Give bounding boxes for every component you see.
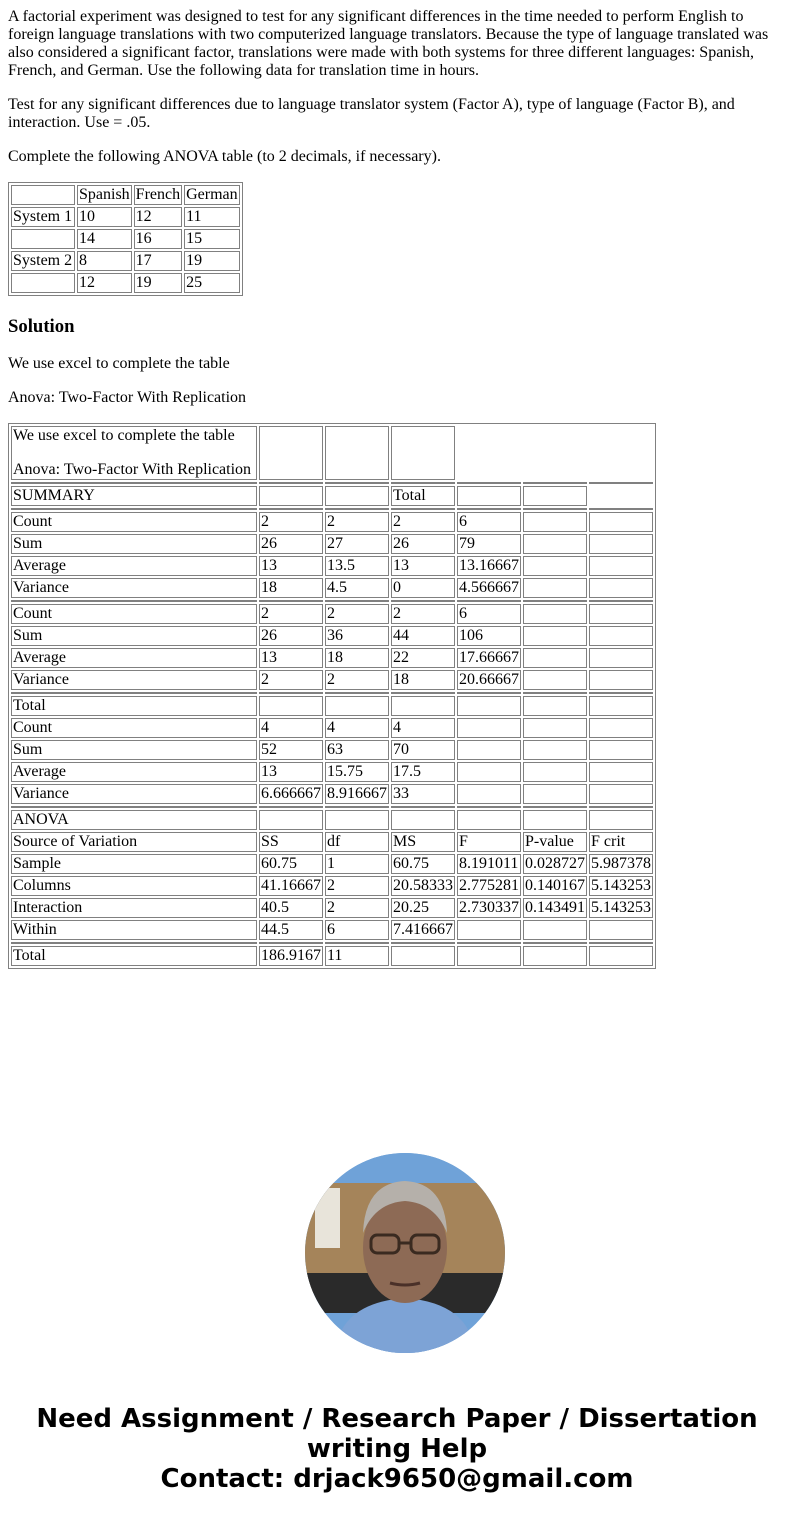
table-cell [523,810,587,830]
table-cell: 186.9167 [261,947,321,964]
promo-banner [0,1404,794,1494]
table-row [11,578,653,598]
separator-row [11,482,653,484]
table-cell: Variance [11,784,257,804]
separator-cell [523,508,587,510]
table-cell: 25 [184,273,240,293]
table-cell: 44 [391,626,455,646]
table-header-spanish: Spanish [79,186,130,203]
table-cell: 20.66667 [459,671,519,688]
table-header-row [11,185,240,205]
table-cell [523,426,587,480]
table-cell: 8.191011 [457,854,521,874]
table-cell: 10 [77,207,132,227]
table-row [11,832,653,852]
table-cell: 60.75 [391,854,455,874]
table-cell: 7.416667 [393,921,453,938]
table-cell: 14 [77,229,132,249]
separator-cell [259,942,323,944]
table-cell [325,696,389,716]
table-row [11,273,240,293]
solution-heading: Solution [8,316,75,337]
table-cell [589,718,653,738]
table-cell [391,810,455,830]
table-cell [589,920,653,940]
table-cell [523,920,587,940]
table-cell [523,784,587,804]
table-cell: Variance [11,578,257,598]
table-cell [589,740,653,760]
table-cell: 79 [457,534,521,554]
table-cell [457,920,521,940]
table-cell: 13 [259,762,323,782]
table-cell: MS [391,832,455,852]
table-cell: 44.5 [259,920,323,940]
table-cell: 11 [184,207,240,227]
table-cell [457,426,521,480]
table-cell: 5.143253 [591,877,651,894]
table-cell: Interaction [11,898,257,918]
table-cell: 1 [325,854,389,874]
table-cell: 12 [134,207,182,227]
anova-title-row [11,426,653,480]
table-row [11,920,653,940]
separator-cell [11,806,257,808]
table-cell: Sum [11,626,257,646]
table-cell [259,810,323,830]
table-cell: 22 [391,648,455,668]
separator-row [11,508,653,510]
table-header-german: German [186,186,238,203]
table-cell [457,486,521,506]
table-cell: Total [11,946,257,966]
separator-cell [457,942,521,944]
separator-cell [589,942,653,944]
table-cell: 36 [325,626,389,646]
table-cell [391,946,455,966]
table-cell: Sum [11,534,257,554]
separator-cell [589,482,653,484]
table-row [11,740,653,760]
table-cell [589,604,653,624]
separator-row [11,600,653,602]
anova-title-line-2: Anova: Two-Factor With Replication [13,461,252,478]
table-cell [457,810,521,830]
table-cell [523,670,587,690]
table-cell: 13 [259,648,323,668]
table-cell [589,784,653,804]
table-cell [523,718,587,738]
question-paragraph-2: Test for any significant differences due to language translator system (Factor A), type of language (Factor B), and interaction. Use = .05. [8,96,735,131]
separator-cell [11,600,257,602]
table-cell: 6 [457,512,521,532]
anova-table [8,423,656,969]
table-cell [523,512,587,532]
separator-cell [589,806,653,808]
table-cell: 0 [391,578,455,598]
table-cell: 41.16667 [261,877,321,894]
table-row [11,556,653,576]
table-cell: 6 [457,604,521,624]
table-row [11,626,653,646]
table-cell: 15 [184,229,240,249]
table-cell [523,648,587,668]
table-cell: 0.140167 [525,877,585,894]
table-cell [589,762,653,782]
table-cell: df [325,832,389,852]
table-cell: 70 [391,740,455,760]
table-cell: 2 [259,512,323,532]
separator-cell [523,482,587,484]
table-cell: 27 [325,534,389,554]
table-cell: 2 [391,604,455,624]
table-cell: Average [11,648,257,668]
table-cell: 13 [259,556,323,576]
table-cell: 18 [325,648,389,668]
table-cell: 33 [391,784,455,804]
separator-cell [11,692,257,694]
table-cell: SS [259,832,323,852]
table-cell: 4 [391,718,455,738]
table-cell: 63 [325,740,389,760]
table-cell: Columns [11,876,257,896]
table-cell: ANOVA [11,810,257,830]
table-cell [259,696,323,716]
question-paragraph-1: A factorial experiment was designed to test for any significant differences in the time needed to perform English to foreign language translations with two computerized language translators. Because the type of language translated was also considered a significant factor, translations were made with both systems for three different languages: Spanish, French, and German. Use the following data for translation time in hours. [8,8,769,79]
table-cell [11,273,75,293]
table-row [11,696,653,716]
table-row [11,762,653,782]
separator-cell [11,482,257,484]
table-cell: 26 [259,626,323,646]
table-cell: Source of Variation [11,832,257,852]
separator-cell [325,942,389,944]
table-cell: 17.66667 [459,649,519,666]
separator-cell [325,692,389,694]
separator-cell [259,482,323,484]
separator-cell [391,508,455,510]
separator-cell [391,692,455,694]
solution-line-1: We use excel to complete the table [8,355,230,372]
solution-line-2: Anova: Two-Factor With Replication [8,389,247,406]
separator-cell [589,600,653,602]
separator-cell [457,692,521,694]
table-cell [589,578,653,598]
separator-cell [457,508,521,510]
translation-data-table [8,182,243,296]
table-cell: 60.75 [259,854,323,874]
promo-line-2: writing Help [306,1434,488,1464]
table-cell [523,578,587,598]
table-cell: 40.5 [259,898,323,918]
table-cell [523,762,587,782]
table-cell: 2 [325,898,389,918]
table-cell: F crit [589,832,653,852]
table-cell: 0.028727 [525,855,585,872]
separator-cell [259,692,323,694]
table-cell: 2 [259,604,323,624]
separator-cell [457,600,521,602]
table-cell: Average [11,762,257,782]
table-cell: 5.143253 [591,899,651,916]
table-cell: Count [11,604,257,624]
table-cell [391,426,455,480]
table-cell [523,486,587,506]
table-cell [589,426,653,480]
table-row [11,810,653,830]
table-cell: 20.58333 [393,877,453,894]
table-row [11,534,653,554]
separator-row [11,806,653,808]
table-cell: Count [11,718,257,738]
table-cell: 2 [259,670,323,690]
table-cell: Sum [11,740,257,760]
table-cell [589,696,653,716]
table-cell [457,740,521,760]
separator-cell [11,508,257,510]
table-cell: 26 [391,534,455,554]
table-cell: 12 [77,273,132,293]
table-row [11,946,653,966]
table-cell: Count [11,512,257,532]
table-row [11,486,653,506]
table-row [11,670,653,690]
table-row [11,604,653,624]
table-cell: 13 [391,556,455,576]
table-cell [259,486,323,506]
separator-cell [325,806,389,808]
separator-cell [523,692,587,694]
table-cell [589,648,653,668]
separator-cell [11,942,257,944]
table-cell [589,946,653,966]
table-cell: Average [11,556,257,576]
table-cell: 4 [325,718,389,738]
table-row [11,854,653,874]
separator-cell [391,600,455,602]
table-cell: 13.16667 [459,557,519,574]
table-cell: Variance [11,670,257,690]
separator-cell [589,692,653,694]
table-cell [589,670,653,690]
separator-cell [259,600,323,602]
table-cell: 13.5 [325,556,389,576]
table-cell [523,740,587,760]
question-paragraph-3: Complete the following ANOVA table (to 2 decimals, if necessary). [8,148,441,165]
table-row [11,876,653,896]
table-cell: 16 [134,229,182,249]
table-cell [523,946,587,966]
table-cell [589,626,653,646]
table-cell: 2 [325,670,389,690]
table-cell: 11 [325,946,389,966]
table-cell: 0.143491 [525,899,585,916]
table-cell [325,486,389,506]
table-cell [457,946,521,966]
table-cell: 2 [325,876,389,896]
promo-line-1: Need Assignment / Research Paper / Dissertation [36,1404,758,1434]
portrait-photo-icon [305,1153,505,1353]
table-cell [523,696,587,716]
table-row [11,207,240,227]
table-cell [589,486,653,506]
table-cell: 8 [77,251,132,271]
table-cell [523,556,587,576]
table-cell: 2 [325,604,389,624]
table-cell [589,556,653,576]
table-cell: System 2 [11,251,75,271]
separator-cell [523,806,587,808]
table-cell [457,762,521,782]
table-cell: 106 [457,626,521,646]
table-cell [11,229,75,249]
anova-title-cell [11,426,257,480]
table-cell: 20.25 [391,898,455,918]
table-cell: F [457,832,521,852]
separator-cell [259,806,323,808]
table-cell [325,810,389,830]
table-cell [589,810,653,830]
table-cell [589,512,653,532]
table-row [11,229,240,249]
table-cell: 19 [184,251,240,271]
separator-cell [325,482,389,484]
table-cell: 8.916667 [327,785,387,802]
table-cell [523,626,587,646]
table-cell: 18 [259,578,323,598]
table-cell [11,185,75,205]
table-row [11,718,653,738]
separator-row [11,942,653,944]
separator-cell [457,482,521,484]
table-row [11,898,653,918]
table-cell: Total [11,696,257,716]
separator-cell [589,508,653,510]
table-cell: 4.566667 [459,579,519,596]
table-cell [523,534,587,554]
table-cell: 2 [391,512,455,532]
separator-cell [325,600,389,602]
table-cell: 26 [259,534,323,554]
table-cell [391,696,455,716]
table-cell: Sample [11,854,257,874]
table-cell [457,696,521,716]
table-cell: SUMMARY [11,486,257,506]
table-row [11,251,240,271]
separator-cell [325,508,389,510]
promo-line-3: Contact: drjack9650@gmail.com [160,1464,634,1494]
table-cell: 2 [325,512,389,532]
table-cell: 4 [259,718,323,738]
separator-cell [391,942,455,944]
table-cell: 19 [134,273,182,293]
separator-cell [523,942,587,944]
table-cell: Total [391,486,455,506]
table-cell: 52 [259,740,323,760]
table-cell: 6 [325,920,389,940]
table-cell: 6.666667 [261,785,321,802]
table-header-french: French [135,186,181,203]
anova-title-line-1: We use excel to complete the table [13,427,235,444]
author-avatar [305,1153,505,1353]
table-cell: 5.987378 [591,855,651,872]
table-cell [589,534,653,554]
table-cell [457,784,521,804]
table-cell: 2.730337 [459,899,519,916]
separator-cell [457,806,521,808]
table-cell [259,426,323,480]
table-cell: 15.75 [325,762,389,782]
table-cell [523,604,587,624]
table-cell: 4.5 [325,578,389,598]
separator-cell [391,482,455,484]
table-cell: 17.5 [391,762,455,782]
separator-cell [259,508,323,510]
table-row [11,512,653,532]
table-row [11,784,653,804]
table-cell: 2.775281 [459,877,519,894]
separator-row [11,692,653,694]
table-cell: Within [11,920,257,940]
separator-cell [523,600,587,602]
separator-cell [391,806,455,808]
table-cell [325,426,389,480]
table-row [11,648,653,668]
table-cell: P-value [523,832,587,852]
table-cell: System 1 [11,207,75,227]
table-cell [457,718,521,738]
table-cell: 18 [391,670,455,690]
table-cell: 17 [134,251,182,271]
